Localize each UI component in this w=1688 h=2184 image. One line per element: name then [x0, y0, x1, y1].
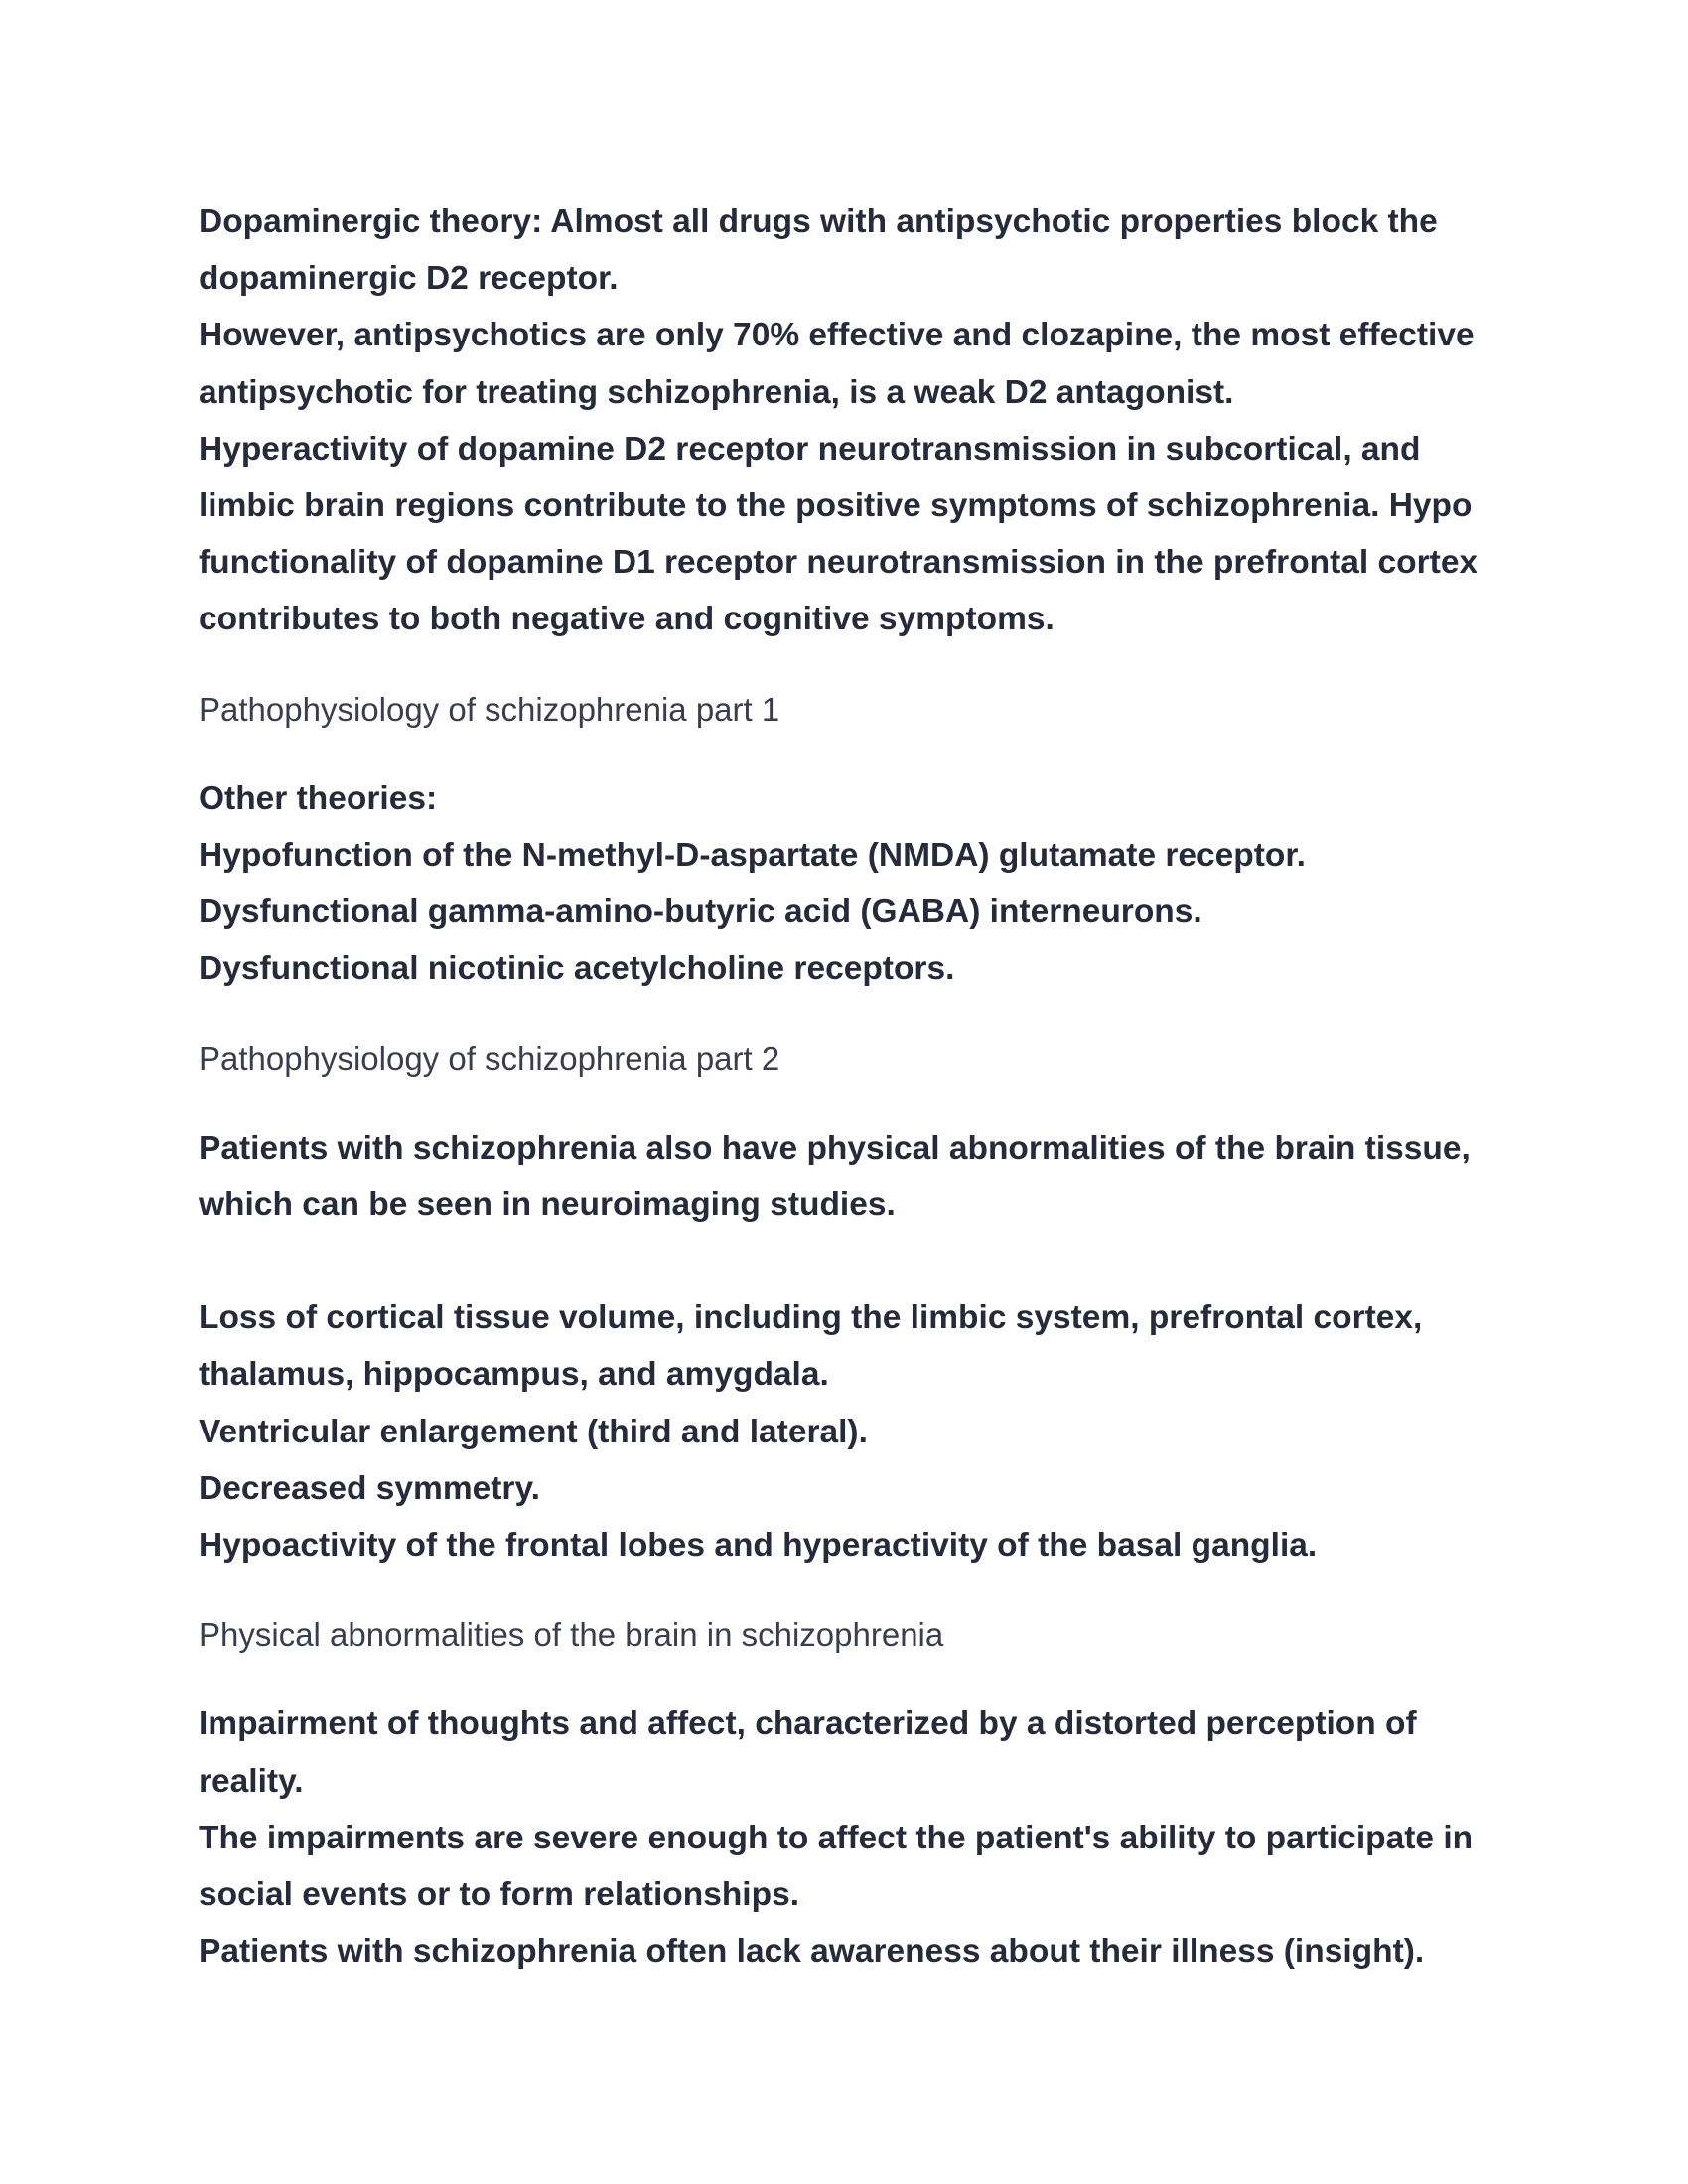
text-line: Patients with schizophrenia also have physical abnormalities of the brain tissue,: [199, 1129, 1471, 1166]
text-line: contributes to both negative and cognitive symptoms.: [199, 601, 1055, 638]
text-line: Patients with schizophrenia often lack awareness about their illness (insight).: [199, 1933, 1425, 1971]
text-line: limbic brain regions contribute to the positive symptoms of schizophrenia. Hypo: [199, 487, 1473, 525]
text-line: The impairments are severe enough to affect the patient's ability to participate in: [199, 1819, 1474, 1856]
dopaminergic-theory-paragraph: [199, 194, 1489, 648]
text-line: which can be seen in neuroimaging studies.: [199, 1186, 896, 1224]
text-line: functionality of dopamine D1 receptor neurotransmission in the prefrontal cortex: [199, 544, 1478, 582]
text-line: Dopaminergic theory: Almost all drugs with antipsychotic properties block the: [199, 204, 1438, 240]
text-line: dopaminergic D2 receptor.: [199, 260, 619, 298]
text-line: Loss of cortical tissue volume, including the limbic system, prefrontal cortex,: [199, 1299, 1423, 1337]
text-line: antipsychotic for treating schizophrenia, is a weak D2 antagonist.: [199, 373, 1234, 411]
caption-part-2: Pathophysiology of schizophrenia part 2: [199, 1039, 780, 1077]
text-line: Hyperactivity of dopamine D2 receptor neurotransmission in subcortical, and: [199, 430, 1421, 468]
text-line: reality.: [199, 1762, 304, 1800]
impairment-paragraph: [199, 1696, 1489, 1979]
text-line: Hypofunction of the N-methyl-D-aspartate (NMDA) glutamate receptor.: [199, 837, 1306, 875]
text-line: Dysfunctional nicotinic acetylcholine receptors.: [199, 950, 955, 988]
caption-part-1: Pathophysiology of schizophrenia part 1: [199, 690, 780, 728]
document-page: [199, 194, 1489, 1979]
text-line: Impairment of thoughts and affect, characterized by a distorted perception of: [199, 1706, 1417, 1743]
text-line: However, antipsychotics are only 70% effective and clozapine, the most effective: [199, 317, 1475, 354]
text-line: Dysfunctional gamma-amino-butyric acid (GABA) interneurons.: [199, 893, 1202, 931]
other-theories-paragraph: [199, 770, 1489, 998]
text-line: Ventricular enlargement (third and lateral).: [199, 1413, 868, 1450]
text-line: Other theories:: [199, 779, 438, 817]
text-line: thalamus, hippocampus, and amygdala.: [199, 1356, 829, 1394]
physical-abnormalities-list: [199, 1290, 1489, 1573]
physical-abnormalities-intro: [199, 1120, 1489, 1233]
text-line: social events or to form relationships.: [199, 1876, 800, 1914]
text-line: Hypoactivity of the frontal lobes and hyperactivity of the basal ganglia.: [199, 1527, 1318, 1565]
caption-physical-abnormalities: Physical abnormalities of the brain in schizophrenia: [199, 1616, 944, 1654]
text-line: Decreased symmetry.: [199, 1469, 540, 1507]
